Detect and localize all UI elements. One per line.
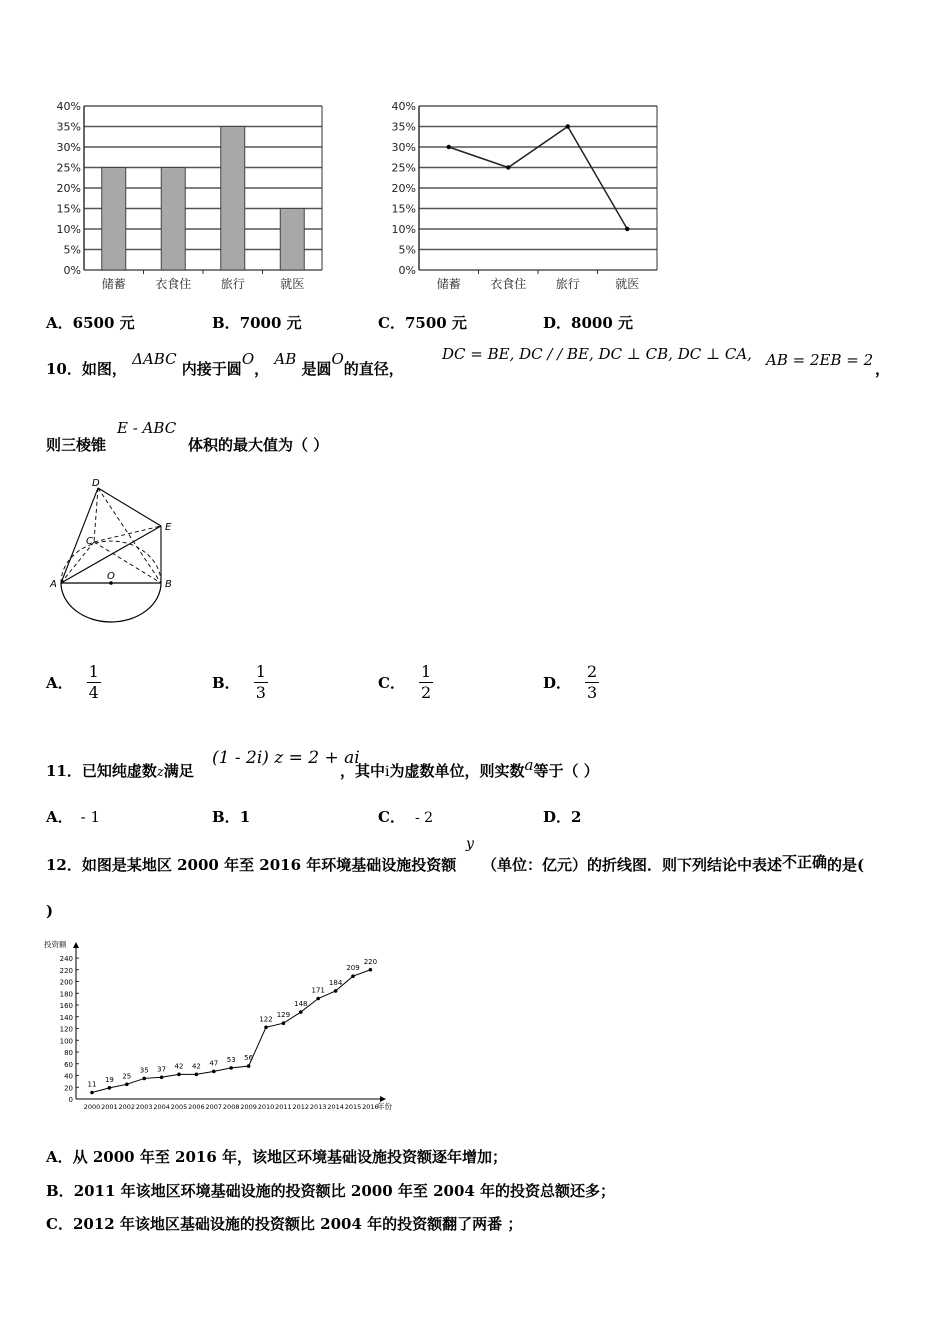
- q11-stem: 11．已知纯虚数z满足: [46, 762, 194, 780]
- x-tick-label: 旅行: [555, 277, 580, 291]
- data-label: 148: [294, 1000, 308, 1009]
- y-tick-label: 180: [59, 990, 73, 999]
- y-tick-label: 10%: [56, 223, 81, 236]
- y-tick-label: 15%: [391, 202, 416, 216]
- bar: [102, 168, 126, 271]
- y-tick-label: 0: [68, 1096, 73, 1104]
- q10-geometry-figure: [44, 474, 184, 634]
- y-tick-label: 5%: [398, 243, 416, 257]
- data-point: [282, 1021, 286, 1025]
- x-tick-label: 2003: [135, 1103, 153, 1111]
- q12-y-variable: y: [466, 836, 474, 852]
- q10-option-c: C． $\frac{1}{2}$: [378, 662, 432, 702]
- data-label: 53: [226, 1055, 236, 1064]
- y-tick-label: 5%: [63, 243, 81, 257]
- x-tick-label: 2011: [275, 1103, 292, 1111]
- y-tick-label: 0%: [398, 264, 416, 277]
- series-line: [92, 970, 370, 1093]
- data-point: [506, 165, 510, 169]
- y-tick-label: 35%: [56, 120, 81, 134]
- x-tick-label: 衣食住: [155, 277, 192, 291]
- data-label: 220: [363, 957, 378, 966]
- bar: [280, 209, 304, 271]
- data-point: [625, 227, 629, 231]
- q11-option-d: D．2: [543, 808, 582, 826]
- data-point: [195, 1073, 199, 1077]
- q10-option-d: D． $\frac{2}{3}$: [543, 662, 598, 702]
- data-point: [334, 989, 338, 993]
- y-tick-label: 220: [59, 966, 73, 975]
- data-label: 19: [104, 1075, 114, 1084]
- y-tick-label: 0%: [63, 264, 81, 277]
- data-point: [90, 1091, 94, 1095]
- q11-option-b: B．1: [212, 808, 251, 826]
- y-axis-title: 投资额: [44, 940, 67, 949]
- data-point: [369, 968, 373, 972]
- data-point: [142, 1077, 146, 1081]
- q12-stem-end: ): [46, 902, 54, 920]
- x-tick-label: 就医: [280, 277, 305, 291]
- x-tick-label: 2002: [118, 1103, 136, 1111]
- data-point: [125, 1083, 129, 1087]
- x-tick-label: 就医: [615, 277, 640, 291]
- label-A: A: [50, 579, 57, 590]
- data-point: [351, 974, 355, 978]
- y-tick-label: 240: [59, 955, 73, 963]
- data-point: [229, 1066, 233, 1070]
- data-label: 209: [346, 964, 360, 973]
- label-B: B: [165, 579, 172, 590]
- data-point: [299, 1010, 303, 1014]
- y-tick-label: 200: [59, 978, 73, 987]
- x-tick-label: 2013: [309, 1103, 327, 1111]
- x-tick-label: 2000: [83, 1103, 101, 1111]
- investment-line-chart: [40, 934, 400, 1114]
- q11-equation: (1 - 2i) z = 2 + ai: [212, 748, 360, 768]
- data-point: [108, 1086, 112, 1090]
- x-tick-label: 2012: [292, 1103, 310, 1111]
- q11-stem-rest: ，其中i为虚数单位，则实数a等于（ ）: [340, 756, 599, 780]
- q11-option-a: A． - 1: [46, 808, 101, 826]
- semicircle-lower: [61, 583, 161, 622]
- y-tick-label: 20%: [391, 182, 416, 195]
- label-O: O: [107, 571, 115, 582]
- q11-option-c: C． - 2: [378, 808, 434, 826]
- bar-chart: [40, 96, 340, 296]
- q10-option-b: B． $\frac{1}{3}$: [212, 662, 266, 702]
- q10-stem-line1: 10．如图， ΔABC 内接于圆O， AB 是圆O的直径，: [46, 350, 404, 378]
- y-tick-label: 80: [64, 1049, 73, 1057]
- x-tick-label: 旅行: [220, 277, 245, 291]
- y-tick-label: 25%: [56, 161, 81, 175]
- q9-option-a: A．6500 元: [46, 314, 135, 332]
- x-tick-label: 2004: [153, 1103, 170, 1111]
- data-label: 42: [191, 1062, 201, 1071]
- q10-condition-ab: AB = 2EB = 2: [766, 351, 874, 369]
- data-label: 11: [87, 1080, 97, 1089]
- data-point: [177, 1073, 181, 1077]
- q12-option-b: B．2011 年该地区环境基础设施的投资额比 2000 年至 2004 年的投资总额还多；: [46, 1182, 616, 1200]
- y-tick-label: 160: [59, 1002, 73, 1010]
- x-tick-label: 2007: [205, 1103, 223, 1111]
- data-point: [316, 997, 320, 1001]
- data-label: 122: [259, 1015, 273, 1024]
- q12-option-a: A．从 2000 年至 2016 年，该地区环境基础设施投资额逐年增加；: [46, 1148, 508, 1166]
- x-tick-label: 2014: [327, 1103, 344, 1111]
- q12-stem: 12．如图是某地区 2000 年至 2016 年环境基础设施投资额: [46, 856, 457, 874]
- y-tick-label: 30%: [56, 141, 81, 154]
- q10-stem-line2: 则三棱锥: [46, 436, 107, 454]
- x-tick-label: 衣食住: [490, 277, 527, 291]
- x-tick-label: 2010: [257, 1103, 275, 1111]
- q12-option-c: C．2012 年该地区基础设施的投资额比 2004 年的投资额翻了两番 ；: [46, 1215, 523, 1233]
- x-tick-label: 2006: [188, 1103, 205, 1111]
- data-point: [212, 1070, 216, 1074]
- q10-conditions: DC = BE, DC / / BE, DC ⊥ CB, DC ⊥ CA,: [442, 345, 752, 363]
- q9-option-b: B．7000 元: [212, 314, 302, 332]
- bar: [221, 127, 245, 271]
- y-tick-label: 40: [64, 1072, 73, 1081]
- y-tick-label: 10%: [391, 223, 416, 236]
- bar: [161, 168, 185, 271]
- x-tick-label: 2008: [222, 1103, 240, 1111]
- label-E: E: [165, 522, 172, 533]
- y-tick-label: 40%: [56, 100, 81, 113]
- y-tick-label: 15%: [56, 202, 81, 216]
- data-label: 184: [328, 978, 343, 987]
- y-tick-label: 30%: [391, 141, 416, 154]
- x-tick-label: 2015: [344, 1103, 362, 1111]
- y-axis-arrow: [73, 942, 79, 948]
- data-point: [447, 145, 451, 149]
- q12-stem-mid: （单位：亿元）的折线图．则下列结论中表述不正确的是(: [482, 853, 865, 874]
- y-tick-label: 20: [64, 1084, 73, 1093]
- line-chart: [375, 96, 675, 296]
- y-tick-label: 25%: [391, 161, 416, 175]
- y-tick-label: 35%: [391, 120, 416, 134]
- x-tick-label: 2005: [170, 1103, 188, 1111]
- data-point: [160, 1075, 164, 1079]
- data-label: 47: [209, 1059, 219, 1068]
- y-tick-label: 20%: [56, 182, 81, 195]
- q10-tail: ，: [875, 360, 891, 378]
- data-point: [247, 1064, 251, 1068]
- data-label: 129: [276, 1011, 291, 1020]
- y-tick-label: 100: [59, 1037, 73, 1046]
- data-label: 42: [174, 1062, 184, 1071]
- q9-option-c: C．7500 元: [378, 314, 467, 332]
- data-label: 56: [244, 1054, 254, 1063]
- data-point: [566, 124, 570, 128]
- x-tick-label: 2001: [101, 1103, 118, 1111]
- data-label: 35: [139, 1066, 149, 1075]
- y-tick-label: 40%: [391, 100, 416, 113]
- q9-option-d: D．8000 元: [543, 314, 633, 332]
- x-axis-title: 年份: [377, 1102, 392, 1111]
- x-tick-label: 2009: [240, 1103, 257, 1111]
- label-C: C: [86, 536, 93, 547]
- q10-pyramid: E - ABC: [117, 419, 177, 437]
- data-label: 37: [157, 1065, 167, 1074]
- label-D: D: [92, 478, 100, 489]
- q10-stem-line2-end: 体积的最大值为（ ）: [188, 436, 329, 454]
- data-label: 25: [122, 1072, 132, 1081]
- x-tick-label: 储蓄: [436, 277, 461, 291]
- data-point: [264, 1026, 268, 1030]
- x-tick-label: 2016: [362, 1103, 379, 1111]
- x-tick-label: 储蓄: [101, 277, 126, 291]
- q10-option-a: A． $\frac{1}{4}$: [46, 662, 99, 702]
- y-tick-label: 140: [59, 1013, 73, 1022]
- y-tick-label: 60: [64, 1060, 73, 1069]
- series-line: [449, 127, 628, 230]
- data-label: 171: [311, 986, 325, 995]
- y-tick-label: 120: [59, 1025, 73, 1034]
